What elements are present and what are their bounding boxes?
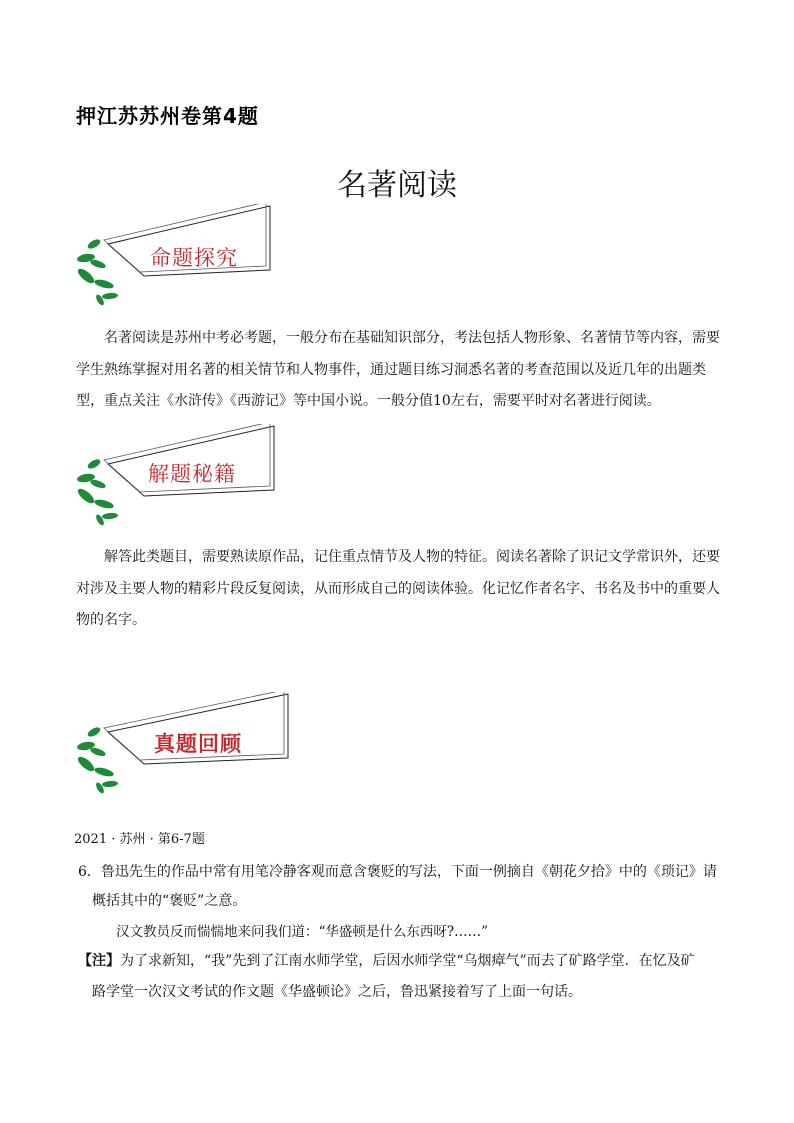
section-label: 解题秘籍 bbox=[148, 462, 236, 486]
note-text: 为了求新知，“我”先到了江南水师学堂，后因水师学堂“乌烟瘴气”而去了矿路学堂．在忆及矿 bbox=[120, 953, 695, 969]
section-label: 命题探究 bbox=[150, 246, 238, 270]
paragraph: 解答此类题目，需要熟读原作品，记住重点情节及人物的特征。阅读名著除了识记文学常识外，还要对涉及主要人物的精彩片段反复阅读，从而形成自己的阅读体验。化记忆作者名字、书名及书中的重要人物的名字。 bbox=[76, 549, 720, 628]
section-body-1 bbox=[76, 323, 722, 418]
page-title: 名著阅读 bbox=[337, 168, 457, 203]
note-tag: 【注】 bbox=[78, 953, 120, 969]
section-banner-3 bbox=[70, 692, 290, 802]
section-label: 真题回顾 bbox=[154, 731, 242, 756]
exam-source: 2021 · 苏州 · 第6-7题 bbox=[74, 832, 205, 847]
paragraph: 名著阅读是苏州中考必考题，一般分布在基础知识部分，考法包括人物形象、名著情节等内容，需要学生熟练掌握对用名著的相关情节和人物事件，通过题目练习洞悉名著的考查范围以及近几年的出题类型，重点关注《水浒传》《西游记》等中国小说。一般分值10左右，需要平时对名著进行阅读。 bbox=[76, 330, 720, 409]
page-header: 押江苏苏州卷第4题 bbox=[76, 104, 259, 128]
quoted-passage: 汉文教员反而惴惴地来问我们道：“华盛顿是什么东西呀?……” bbox=[116, 924, 489, 940]
question-text-cont: 概括其中的“褒贬”之意。 bbox=[92, 893, 247, 909]
note-line bbox=[78, 946, 728, 977]
note-block bbox=[78, 946, 728, 1008]
question-text: 6．鲁迅先生的作品中常有用笔冷静客观而意含褒贬的写法，下面一例摘自《朝花夕拾》中的《琐记》请 bbox=[78, 864, 717, 880]
section-banner-1 bbox=[70, 204, 290, 314]
question-6 bbox=[78, 858, 728, 916]
section-banner-2 bbox=[70, 424, 290, 534]
section-body-2 bbox=[76, 542, 722, 637]
note-line-cont: 路学堂一次汉文考试的作文题《华盛顿论》之后，鲁迅紧接着写了上面一句话。 bbox=[92, 984, 582, 1000]
